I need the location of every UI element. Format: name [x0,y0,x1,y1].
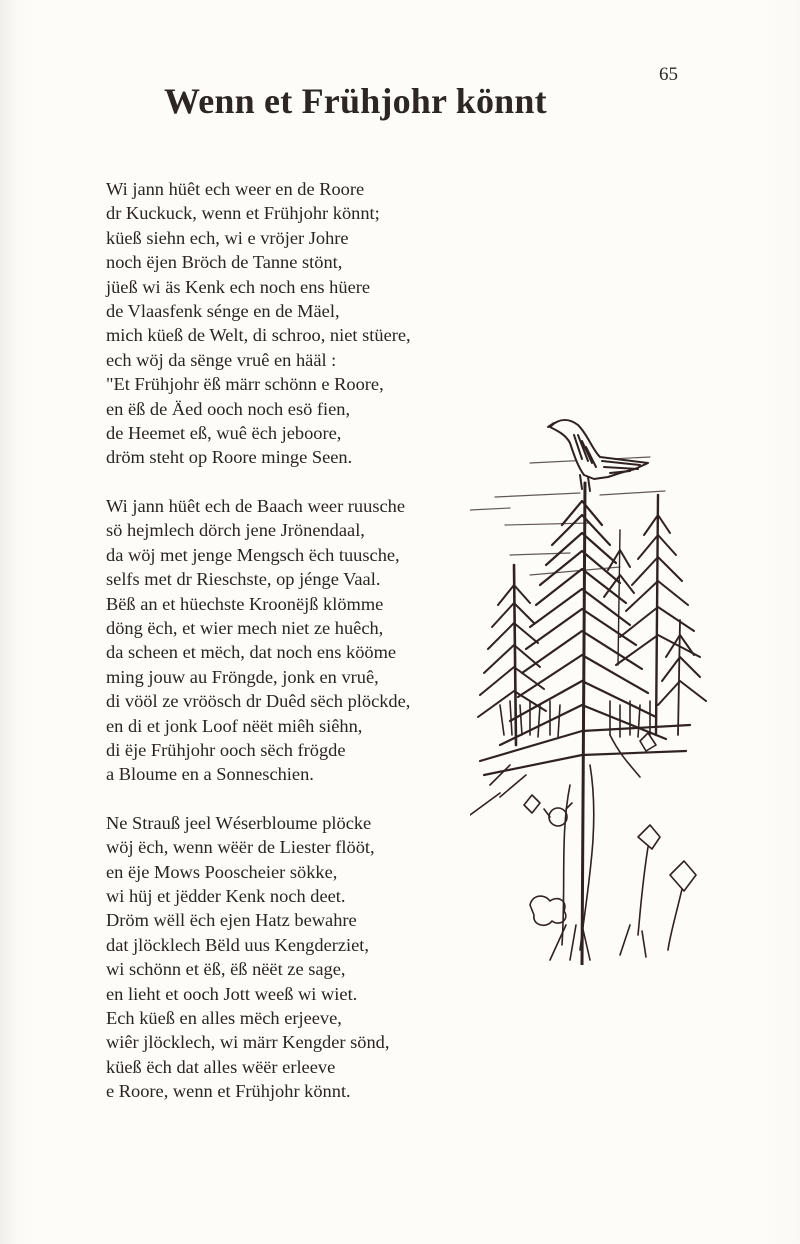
poem-line: di ëje Frühjohr ooch sëch frögde [106,739,346,760]
cuckoo-bird-icon [548,420,648,491]
poem-line: en lieht et ooch Jott weeß wi wiet. [106,983,358,1004]
cuckoo-tree-illustration [470,405,720,965]
poem-line: di vööl ze vröösch dr Duêd sëch plöckde, [106,691,411,712]
poem-line: dröm steht op Roore minge Seen. [106,447,353,468]
poem-line: en di et jonk Loof nëët miêh siêhn, [106,715,363,736]
poem-line: en ëß de Äed ooch noch esö fien, [106,398,351,419]
poem-line: Ech küeß en alles mëch erjeeve, [106,1008,342,1028]
poem-line: jüeß wi äs Kenk ech noch ens hüere [106,276,371,297]
poem-line: Dröm wëll ëch ejen Hatz bewahre [106,910,357,931]
poem-line: en ëje Mows Pooscheier sökke, [106,861,338,882]
poem-line: Bëß an et hüechste Kroonëjß klömme [106,593,384,614]
poem-body [106,177,411,1128]
poem-line: dat jlöcklech Bëld uus Kengderziet, [106,934,370,955]
poem-line: mich küeß de Welt, di schroo, niet stüere, [106,325,411,346]
poem-line: dr Kuckuck, wenn et Frühjohr könnt; [106,203,380,224]
stanza-1 [106,177,411,470]
poem-line: wi hüj et jëdder Kenk noch deet. [106,885,346,906]
poem-line: Wi jann hüêt ech weer en de Roore [106,179,365,199]
poem-line: Wi jann hüêt ech de Baach weer ruusche [106,495,405,516]
stanza-2 [106,494,411,787]
poem-line: döng ëch, et wier mech niet ze huêch, [106,617,384,638]
poem-line: de Vlaasfenk sénge en de Mäel, [106,301,340,322]
left-spruce-icon [478,565,546,745]
poem-line: wöj ëch, wenn wëër de Liester flööt, [106,837,375,858]
poem-line: e Roore, wenn et Frühjohr könnt. [106,1081,351,1102]
poem-line: Ne Strauß jeel Wéserbloume plöcke [106,812,372,833]
poem-line: wi schönn et ëß, ëß nëët ze sage, [106,959,346,980]
poem-title: Wenn et Frühjohr könnt [164,81,547,121]
poem-line: ech wöj da sënge vruê en hääl : [106,349,337,370]
daffodil-flowers-icon [524,733,696,960]
poem-line: selfs met dr Rieschste, op jénge Vaal. [106,569,381,590]
stanza-3 [106,811,411,1104]
sky-strokes-icon [470,457,665,575]
poem-line: a Bloume en a Sonneschien. [106,764,314,785]
poem-line: "Et Frühjohr ëß märr schönn e Roore, [106,374,384,395]
poem-line: de Heemet eß, wuê ëch jeboore, [106,423,342,444]
underbrush-icon [470,701,650,815]
poem-line: sö hejmlech dörch jene Jrönendaal, [106,520,365,541]
poem-line: wiêr jlöcklech, wi märr Kengder sönd, [106,1032,390,1053]
poem-line: ming jouw au Fröngde, jonk en vruê, [106,666,379,687]
poem-line: küeß ëch dat alles wëër erleeve [106,1056,336,1077]
poem-line: küeß siehn ech, wi e vröjer Johre [106,227,349,248]
poem-line: da scheen et mëch, dat noch ens kööme [106,642,397,663]
poem-line: da wöj met jenge Mengsch ëch tuusche, [106,544,400,565]
page-number: 65 [659,64,678,85]
poem-line: noch ëjen Bröch de Tanne stönt, [106,252,343,273]
